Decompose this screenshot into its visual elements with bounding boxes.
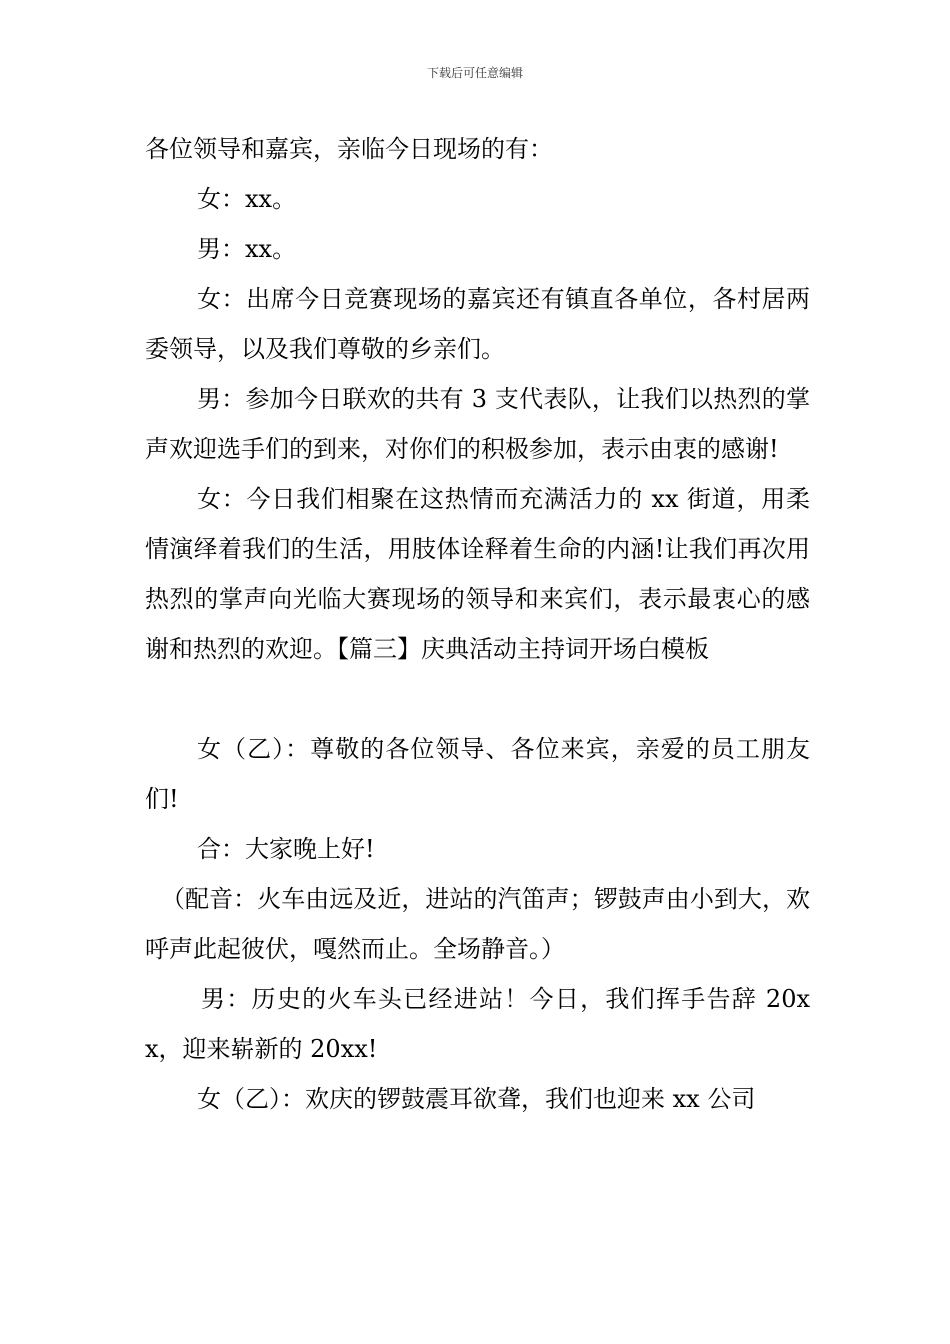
paragraph-male-1: 男：xx。 xyxy=(197,235,297,263)
paragraph-intro: 各位领导和嘉宾，亲临今日现场的有： xyxy=(145,135,553,163)
paragraph-male-3: 男：历史的火车头已经进站！今日，我们挥手告辞 20xx，迎来崭新的 20xx! xyxy=(145,985,810,1063)
blank-line xyxy=(145,674,810,724)
paragraph-female-3: 女：今日我们相聚在这热情而充满活力的 xx 街道，用柔情演绎着我们的生活，用肢体诠释着生命的内涵!让我们再次用热烈的掌声向光临大赛现场的领导和来宾们，表示最衷心的感谢和热烈的欢迎。【篇三】庆典活动主持词开场白模板 xyxy=(145,485,810,663)
paragraph-male-2: 男：参加今日联欢的共有 3 支代表队，让我们以热烈的掌声欢迎选手们的到来，对你们的积极参加，表示由衷的感谢! xyxy=(145,385,810,463)
document-body xyxy=(145,124,810,1124)
paragraph-female-1: 女：xx。 xyxy=(197,185,297,213)
paragraph-female-yi-2: 女（乙）：欢庆的锣鼓震耳欲聋，我们也迎来 xx 公司 xyxy=(197,1085,756,1113)
paragraph-female-yi-1: 女（乙）：尊敬的各位领导、各位来宾，亲爱的员工朋友们! xyxy=(145,735,810,813)
paragraph-sound-effect: （配音：火车由远及近，进站的汽笛声；锣鼓声由小到大，欢呼声此起彼伏，嘎然而止。全场静音。） xyxy=(145,885,810,963)
paragraph-together: 合：大家晚上好! xyxy=(197,835,375,863)
paragraph-female-2: 女：出席今日竞赛现场的嘉宾还有镇直各单位，各村居两委领导，以及我们尊敬的乡亲们。 xyxy=(145,285,810,363)
page-header: 下载后可任意编辑 xyxy=(426,66,523,80)
